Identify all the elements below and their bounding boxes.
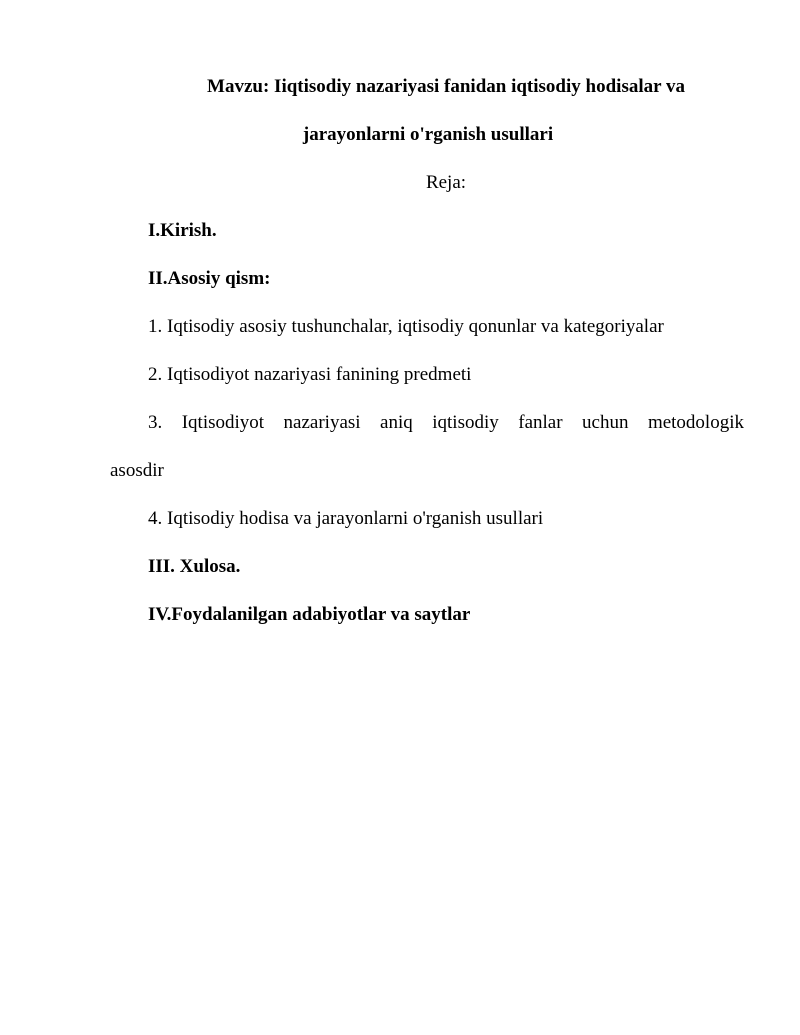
plan-heading: Reja: (425, 172, 467, 193)
list-item-3-line-1: 3. Iqtisodiyot nazariyasi aniq iqtisodiy fanlar uchun metodologik (148, 412, 744, 433)
title-line-2: jarayonlarni o'rganish usullari (302, 124, 554, 145)
list-item-2: 2. Iqtisodiyot nazariyasi fanining predmeti (148, 364, 472, 385)
section-main: II.Asosiy qism: (148, 268, 271, 289)
section-conclusion: III. Xulosa. (148, 556, 241, 577)
title-line-1: Mavzu: Iiqtisodiy nazariyasi fanidan iqtisodiy hodisalar va (207, 76, 685, 97)
section-references: IV.Foydalanilgan adabiyotlar va saytlar (148, 604, 471, 625)
list-item-1: 1. Iqtisodiy asosiy tushunchalar, iqtisodiy qonunlar va kategoriyalar (148, 316, 664, 337)
section-intro: I.Kirish. (148, 220, 217, 241)
list-item-4: 4. Iqtisodiy hodisa va jarayonlarni o'rganish usullari (148, 508, 544, 529)
list-item-3-line-2: asosdir (110, 460, 164, 481)
